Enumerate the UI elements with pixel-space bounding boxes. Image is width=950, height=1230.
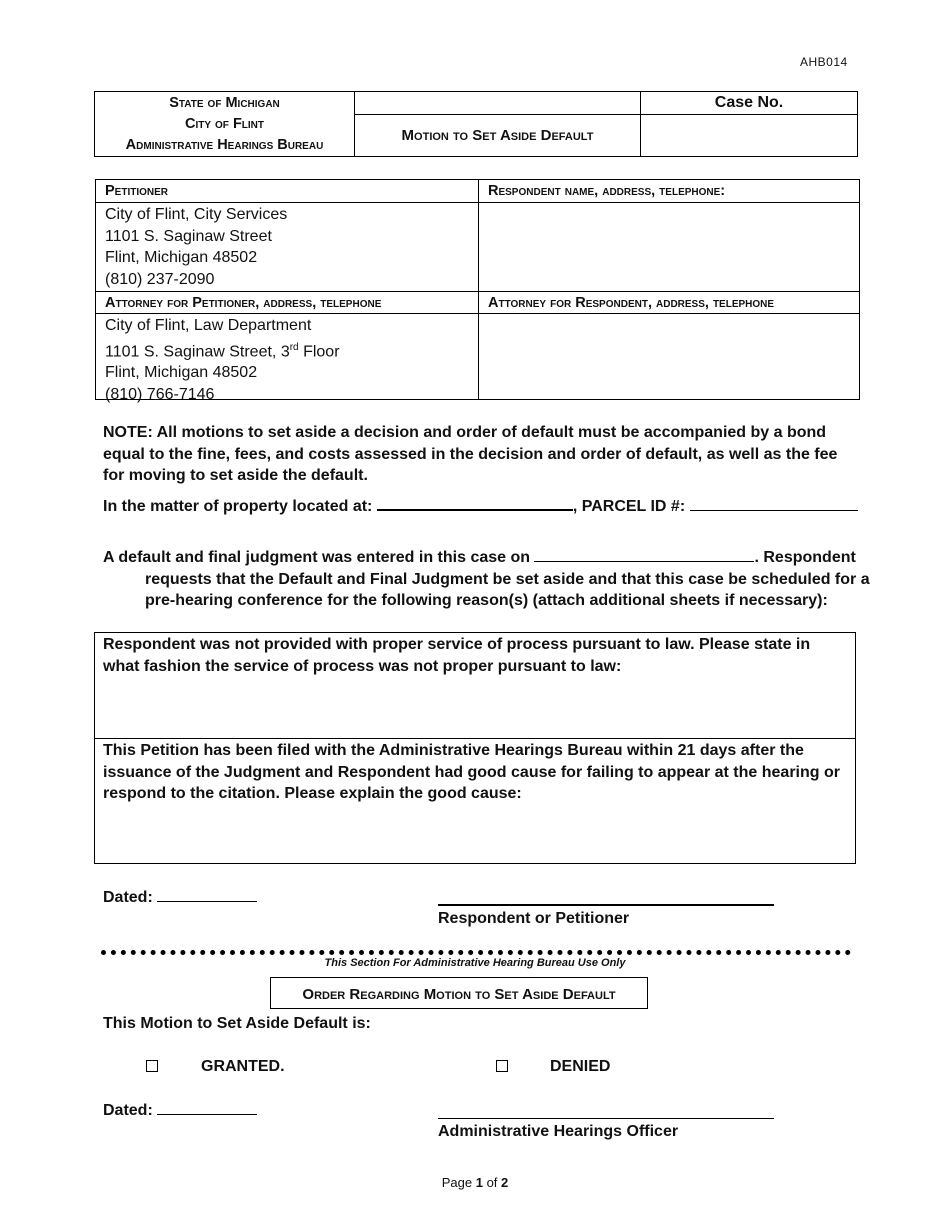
agency-bureau: Administrative Hearings Bureau xyxy=(125,137,324,153)
granted-label: GRANTED. xyxy=(201,1058,285,1075)
header-table xyxy=(94,91,858,157)
attorney-respondent-field[interactable] xyxy=(479,314,859,399)
respondent-info-field[interactable] xyxy=(479,203,859,291)
parcel-id-field[interactable] xyxy=(690,496,858,511)
reasons-box xyxy=(94,632,856,864)
reason-good-cause[interactable] xyxy=(95,739,855,863)
signer-label: Respondent or Petitioner xyxy=(438,910,630,927)
attorney-line: City of Flint, Law Department xyxy=(105,317,312,334)
default-text: A default and final judgment was entered in this case on xyxy=(103,549,531,566)
officer-dated-field[interactable] xyxy=(157,1100,257,1115)
parcel-label: , PARCEL ID #: xyxy=(572,498,686,515)
property-address-field[interactable] xyxy=(377,495,573,511)
dated-field[interactable] xyxy=(157,887,257,902)
default-line-2: requests that the Default and Final Judgment be set aside and that this case be scheduled for a xyxy=(145,571,870,588)
page-current: 1 xyxy=(475,1175,483,1190)
page-total: 2 xyxy=(501,1175,509,1190)
page-number xyxy=(0,1175,950,1190)
reason-good-cause-text: This Petition has been filed with the Administrative Hearings Bureau within 21 days after the issuance of the Judgment and Respondent had good cause for failing to appear at the hearing or respond to the citation. Please explain the good cause: xyxy=(103,742,840,802)
granted-checkbox[interactable] xyxy=(146,1060,158,1072)
officer-dated-label: Dated: xyxy=(103,1102,153,1119)
order-title: Order Regarding Motion to Set Aside Default xyxy=(270,977,648,1009)
attorney-line xyxy=(105,337,478,363)
petitioner-info xyxy=(96,203,478,290)
reason-improper-service[interactable] xyxy=(95,633,855,738)
respondent-signature-line[interactable] xyxy=(438,904,774,906)
officer-signature-line[interactable] xyxy=(438,1118,774,1119)
motion-is-label: This Motion to Set Aside Default is: xyxy=(103,1015,371,1032)
property-line xyxy=(103,495,863,518)
respondent-label: Respondent name, address, telephone: xyxy=(488,183,726,199)
attorney-respondent-label: Attorney for Respondent, address, telephone xyxy=(488,295,775,311)
default-text-respondent: . Respondent xyxy=(754,549,856,566)
form-id: AHB014 xyxy=(800,55,848,69)
denied-label: DENIED xyxy=(550,1058,611,1075)
default-line-1 xyxy=(103,547,863,569)
officer-label: Administrative Hearings Officer xyxy=(438,1123,679,1140)
petitioner-label: Petitioner xyxy=(105,183,169,199)
case-no-field[interactable] xyxy=(641,115,857,156)
dated-row xyxy=(103,887,257,909)
attorney-line: Flint, Michigan 48502 xyxy=(105,364,258,382)
agency-city: City of Flint xyxy=(184,116,265,132)
property-label: In the matter of property located at: xyxy=(103,498,373,515)
page-word: Page xyxy=(441,1175,473,1190)
page-of: of xyxy=(486,1175,498,1190)
attorney-address-text: 1101 S. Saginaw Street, 3 xyxy=(105,342,290,360)
form-title: Motion to Set Aside Default xyxy=(355,115,641,156)
petitioner-line: Flint, Michigan 48502 xyxy=(105,249,258,266)
attorney-address-floor: Floor xyxy=(298,342,340,360)
default-date-field[interactable] xyxy=(534,547,754,562)
petitioner-line: (810) 237-2090 xyxy=(105,270,215,288)
office-use-label: This Section For Administrative Hearing Bureau Use Only xyxy=(324,957,626,969)
default-line-3: pre-hearing conference for the following reason(s) (attach additional sheets if necessary): xyxy=(145,592,828,609)
party-table xyxy=(95,179,860,403)
attorney-line: (810) 766-7146 xyxy=(105,385,215,403)
header-blank-cell xyxy=(355,92,641,115)
attorney-petitioner-label: Attorney for Petitioner, address, telephone xyxy=(105,295,382,311)
section-separator xyxy=(101,950,851,955)
attorney-address-ordinal: rd xyxy=(289,341,299,353)
agency-state: State of Michigan xyxy=(169,95,280,111)
case-no-label: Case No. xyxy=(641,92,857,115)
attorney-petitioner-info xyxy=(96,314,478,405)
officer-dated-row xyxy=(103,1100,257,1122)
reason-improper-service-text: Respondent was not provided with proper service of process pursuant to law. Please state in what fashion the service of process was not proper pursuant to law: xyxy=(103,636,811,675)
petitioner-line: 1101 S. Saginaw Street xyxy=(105,227,272,245)
bond-note: NOTE: All motions to set aside a decision and order of default must be accompanied by a bond equal to the fine, fees, and costs assessed in the decision and order of default, as well as the fee for moving to set aside the default. xyxy=(103,424,838,484)
denied-checkbox[interactable] xyxy=(496,1060,508,1072)
dated-label: Dated: xyxy=(103,889,153,906)
agency-block xyxy=(95,92,355,156)
petitioner-line: City of Flint, City Services xyxy=(105,206,288,223)
